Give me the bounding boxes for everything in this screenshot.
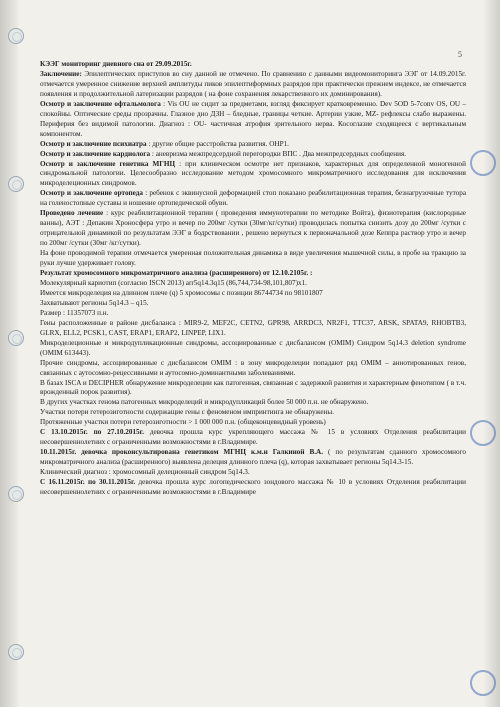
document-body (40, 60, 466, 498)
binder-hole (8, 28, 24, 44)
paragraph-eeg-concl (40, 70, 466, 100)
stamp-mark (470, 150, 496, 176)
paragraph-text: Молекулярный кариотип (согласно ISCN 2013) arr5q14.3q15 (86,744,734-98,101,807)x1. (40, 278, 307, 287)
binder-hole (8, 644, 24, 660)
stamp-mark (470, 670, 496, 696)
paragraph-text: : Vis OU не сидит за предметами, взгляд фиксирует кратковременно. Dev 5OD 5-7conv OS, OU – спокойны. Оптические среды прозрачны. Глазное дно ДЗН – бледные, границы четкие. Артерии узкие, MZ- рефлексы слабо выражены. Периферия без видимой патологии. Диагноз : OU- частичная атрофия зрительного нерва. Косоглазие сходящееся с вертикальным компонентом. (40, 99, 466, 138)
stamp-mark (470, 420, 496, 446)
paragraph-text: : ребенок с эквинусной деформацией стоп показано реабилитационная терапия, безнагрузочные тутора на голеностопные суставы и ношение ортопедической обуви. (40, 189, 467, 208)
paragraph-cardio (40, 150, 466, 160)
paragraph-heading: С 16.11.2015г. по 30.11.2015г. (40, 478, 136, 487)
paragraph-heading: Осмотр и заключение психиатра (40, 139, 147, 148)
paragraph-text: Клинический диагноз : хромосомный делеционный синдром 5q14.3. (40, 468, 250, 477)
paragraph-text: Размер : 11357073 п.н. (40, 308, 109, 317)
paragraph-heading: Осмотр и заключение кардиолога (40, 149, 151, 158)
paragraph-hetero-len (40, 418, 466, 428)
paragraph-text: В других участках генома патогенных микроделеций и микродупликаций более 50 000 п.н. не обнаружено. (40, 398, 369, 407)
paragraph-massage-2 (40, 478, 466, 498)
paragraph-text: : курс реабилитационной терапии ( проведения иммунотерапии по методике Войта), физиотерапия (кислородные ванны), АЭТ : Депакин Хроносфера утро и вечер по 200мг /сутки (30мг/кг/сутки) проводилась попытка снизить дозу до 200мг /сутки с отрицательной динамикой по результатам ЭЭГ в бодрствовании , решено вернуться к первоначальной дозе Кеппра раствор утро и вечер по 200мг /сутки (30мг /кг/сутки). (40, 209, 466, 248)
paragraph-size (40, 309, 466, 319)
paragraph-karyotype (40, 279, 466, 289)
paragraph-consult (40, 448, 466, 468)
paragraph-heading: Заключение: (40, 69, 82, 78)
paragraph-text: девочка прошла курс логопедического зондового массажа № 10 в условиях Отделения реабилитации несовершеннолетних с ограниченными возможностями в г.Владимире (40, 478, 466, 496)
paragraph-eeg-title (40, 60, 466, 70)
paragraph-text: : при клиническом осмотре нет признаков, характерных для определенной моногенной синдромальной патологии. Целесообразно исследование методом хромосомного микроматричного исследования для исключения микроделеционных синдромов. (40, 159, 466, 188)
paragraph-hetero-loss (40, 408, 466, 418)
paragraph-other-regions (40, 398, 466, 408)
paragraph-heading: 10.11.2015г. девочка проконсультирована генетиком МГНЦ к.м.н Галкиной В.А. (40, 448, 324, 457)
paragraph-text: ( по результатам сданного хромосомного микроматричного анализа (расширенного) выявлена делеция длинного плеча (q), которая захватывает регионы 5q14.3-15. (40, 448, 466, 467)
binder-hole (8, 176, 24, 192)
paragraph-text: Эпилептических приступов во сну данной не отмечено. По сравнению с данными видеомониторинга ЭЭГ от 14.09.2015г. отмечается умеренное снижение верхней амплитуды пиков эпилептиформных разрядов при практически прежнем индексе, не отмечается появления и продолжительной латеризации разрядов ( на фоне сохранения лекарственного их доминирования). (40, 69, 466, 98)
paragraph-heading: КЭЭГ мониторинг дневного сна от 29.09.2015г. (40, 60, 192, 68)
paragraph-other-syndromes (40, 359, 466, 379)
paragraph-text: На фоне проводимой терапии отмечается умеренная положительная динамика в виде увеличения мышечной силы, в пробе на тракцию за руки лучше удерживает голову. (40, 249, 466, 268)
paragraph-text: Протяженные участки потери гетерозиготности > 1 000 000 п.н. (общеконцевидный уровень) (40, 418, 326, 427)
paragraph-microdel (40, 339, 466, 359)
paragraph-text: Микроделеционные и микродупликационные синдромы, ассоциированные с дисбалансом (OMIM) Синдром 5q14.3 deletion syndrome (OMIM 613443). (40, 338, 466, 357)
paragraph-genes (40, 319, 466, 339)
paragraph-text: В базах ISCA и DECIPHER обнаружение микроделеции как патогенная, связанная с задержкой развития и характерным фенотипом ( в т.ч. врожденный порок развития). (40, 378, 466, 397)
paragraph-regions (40, 299, 466, 309)
paragraph-text: Прочие синдромы, ассоциированные с дисбалансом OMIM : в зону микроделеции попадают ряд OMIM – аннотированных генов, связанных с аутосомно-рецессивными и аутосомно-доминантными заболеваниями. (40, 358, 466, 377)
paragraph-heading: Проведено лечение (40, 209, 104, 218)
paragraph-ortho (40, 189, 466, 209)
paragraph-text: Участки потери гетерозиготности содержащие гены с феноменом импринтинга не обнаружены. (40, 408, 335, 417)
binder-hole (8, 486, 24, 502)
paragraph-cma-title (40, 269, 466, 279)
paragraph-text: Гены расположенные в районе дисбаланса : MIR9-2, MEF2C, CETN2, GPR98, ARRDC3, NR2F1, TTC37, ARSK, SPATA9, RHOBTB3, GLRX, ELL2, PCSK1, CAST, ERAP1, ERAP2, LINPEP, LIX1. (40, 318, 466, 337)
paragraph-heading: Осмотр и заключение ортопеда (40, 189, 144, 198)
paragraph-genetic (40, 160, 466, 190)
paragraph-dynamics (40, 249, 466, 269)
paragraph-massage-1 (40, 428, 466, 448)
paragraph-treatment (40, 209, 466, 249)
paragraph-heading: С 13.10.2015г. по 27.10.2015г. (40, 428, 144, 437)
paragraph-clinical-dx (40, 468, 466, 478)
paragraph-heading: Осмотр и заключение генетика МГНЦ (40, 159, 176, 168)
paragraph-text: Имеется микроделеция на длинном плече (q) 5 хромосомы с позиции 86744734 по 98101807 (40, 288, 323, 297)
page-number: 5 (458, 50, 462, 59)
paragraph-text: : другие общие расстройства развития. ОНР1. (146, 139, 289, 148)
paragraph-decipher (40, 379, 466, 399)
paragraph-text: Захватывают регионы 5q14.3 – q15. (40, 298, 149, 307)
paragraph-ophthalm (40, 100, 466, 140)
paragraph-deletion (40, 289, 466, 299)
paragraph-heading: Осмотр и заключение офтальмолога (40, 99, 161, 108)
binder-hole (8, 330, 24, 346)
paragraph-text: : аневризма межпредсердной перегородки ВПС . Два межпредсердных сообщения. (150, 149, 407, 158)
paragraph-psych (40, 140, 466, 150)
paragraph-heading: Результат хромосомного микроматричного анализа (расширенного) от 12.10.2105г. : (40, 269, 313, 278)
paragraph-text: девочка прошла курс укрепляющего массажа № 15 в условиях Отделения реабилитации несовершеннолетних с ограниченными возможностями в г.Владимире. (40, 428, 466, 447)
